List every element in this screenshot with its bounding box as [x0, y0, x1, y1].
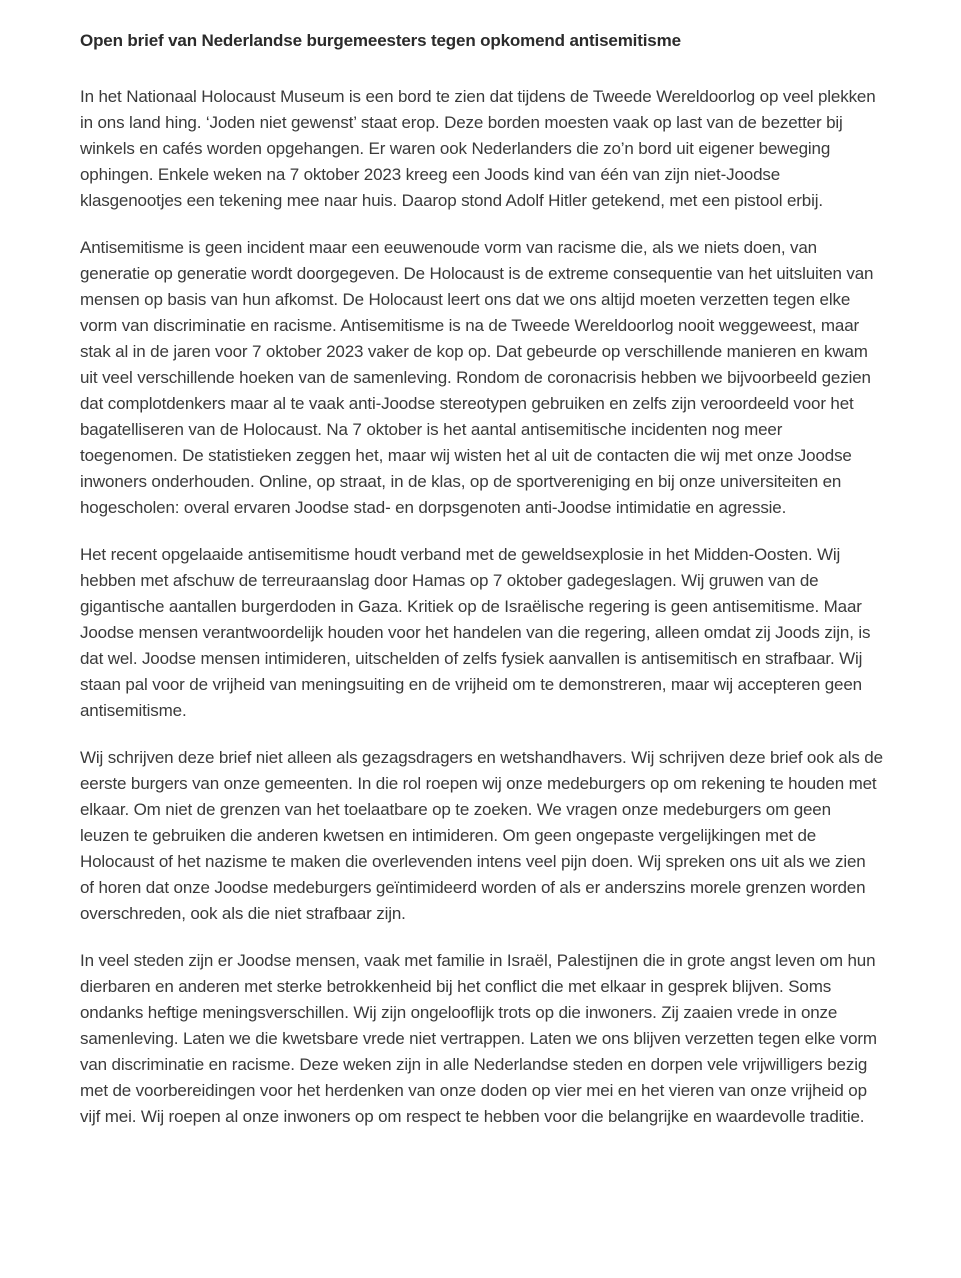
- paragraph-intro: In het Nationaal Holocaust Museum is een bord te zien dat tijdens de Tweede Wereldoorlog op veel plekken in ons land hing. ‘Joden niet gewenst’ staat erop. Deze borden moesten vaak op last van de bezetter bij winkels en cafés worden opgehangen. Er waren ook Nederlanders die zo’n bord uit eigener beweging ophingen. Enkele weken na 7 oktober 2023 kreeg een Joods kind van één van zijn niet-Joodse klasgenootjes een tekening mee naar huis. Daarop stond Adolf Hitler getekend, met een pistool erbij.: [80, 87, 876, 210]
- paragraph-closing: In veel steden zijn er Joodse mensen, vaak met familie in Israël, Palestijnen die in grote angst leven om hun dierbaren en anderen met sterke betrokkenheid bij het conflict die met elkaar in gesprek blijven. Soms ondanks heftige meningsverschillen. Wij zijn ongelooflijk trots op die inwoners. Zij zaaien vrede in onze samenleving. Laten we die kwetsbare vrede niet vertrappen. Laten we ons blijven verzetten tegen elke vorm van discriminatie en racisme. Deze weken zijn in alle Nederlandse steden en dorpen vele vrijwilligers bezig met de voorbereidingen voor het herdenken van onze doden op vier mei en het vieren van onze vrijheid op vijf mei. Wij roepen al onze inwoners op om respect te hebben voor die belangrijke en waardevolle traditie.: [80, 951, 877, 1126]
- document-title: Open brief van Nederlandse burgemeesters tegen opkomend antisemitisme: [80, 31, 681, 50]
- paragraph-antisemitism-history: Antisemitisme is geen incident maar een eeuwenoude vorm van racisme die, als we niets doen, van generatie op generatie wordt doorgegeven. De Holocaust is de extreme consequentie van het uitsluiten van mensen op basis van hun afkomst. De Holocaust leert ons dat we ons altijd moeten verzetten tegen elke vorm van discriminatie en racisme. Antisemitisme is na de Tweede Wereldoorlog nooit weggeweest, maar stak al in de jaren voor 7 oktober 2023 vaker de kop op. Dat gebeurde op verschillende manieren en kwam uit veel verschillende hoeken van de samenleving. Rondom de coronacrisis hebben we bijvoorbeeld gezien dat complotdenkers maar al te vaak anti-Joodse stereotypen gebruiken en zelfs zijn veroordeeld voor het bagatelliseren van de Holocaust. Na 7 oktober is het aantal antisemitische incidenten nog meer toegenomen. De statistieken zeggen het, maar wij wisten het al uit de contacten die wij met onze Joodse inwoners onderhouden. Online, op straat, in de klas, op de sportvereniging en bij onze universiteiten en hogescholen: overal ervaren Joodse stad- en dorpsgenoten anti-Joodse intimidatie en agressie.: [80, 238, 874, 517]
- paragraph-middle-east: Het recent opgelaaide antisemitisme houdt verband met de geweldsexplosie in het Midden-Oosten. Wij hebben met afschuw de terreuraanslag door Hamas op 7 oktober gadegeslagen. Wij gruwen van de gigantische aantallen burgerdoden in Gaza. Kritiek op de Israëlische regering is geen antisemitisme. Maar Joodse mensen verantwoordelijk houden voor het handelen van die regering, alleen omdat zij Joods zijn, is dat wel. Joodse mensen intimideren, uitschelden of zelfs fysiek aanvallen is antisemitisch en strafbaar. Wij staan pal voor de vrijheid van meningsuiting en de vrijheid om te demonstreren, maar wij accepteren geen antisemitisme.: [80, 545, 871, 720]
- paragraph-call-to-citizens: Wij schrijven deze brief niet alleen als gezagsdragers en wetshandhavers. Wij schrijven deze brief ook als de eerste burgers van onze gemeenten. In die rol roepen wij onze medeburgers op om rekening te houden met elkaar. Om niet de grenzen van het toelaatbare op te zoeken. We vragen onze medeburgers om geen leuzen te gebruiken die anderen kwetsen en intimideren. Om geen ongepaste vergelijkingen met de Holocaust of het nazisme te maken die overlevenden intens veel pijn doen. Wij spreken ons uit als we zien of horen dat onze Joodse medeburgers geïntimideerd worden of als er anderszins morele grenzen worden overschreden, ook als die niet strafbaar zijn.: [80, 748, 883, 923]
